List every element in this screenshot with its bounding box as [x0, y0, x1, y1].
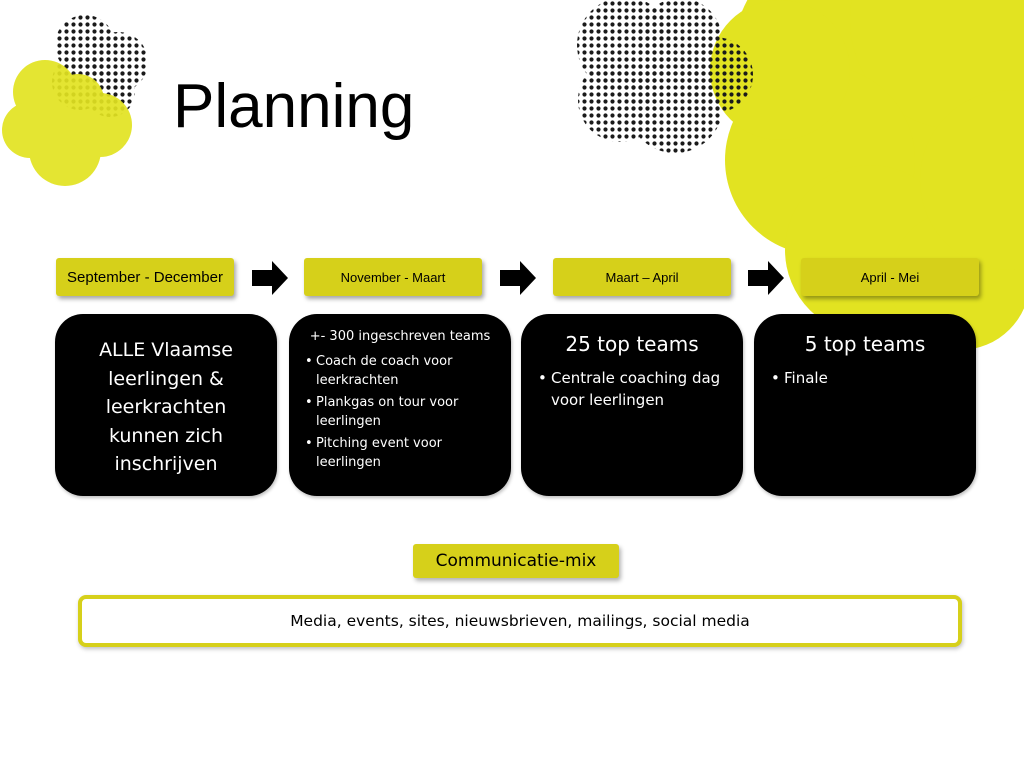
- list-item: • Pitching event voor leerlingen: [305, 436, 442, 470]
- communication-mix-label: Communicatie-mix: [413, 544, 619, 578]
- dotted-blob-right: [577, 0, 753, 153]
- list-item: • Plankgas on tour voor leerlingen: [305, 395, 459, 429]
- communication-channels-box: [78, 595, 962, 647]
- list-item: • Coach de coach voor leerkrachten: [305, 354, 453, 388]
- bullet-icon: •: [305, 436, 313, 451]
- list-item: • Finale: [771, 369, 828, 387]
- bullet-icon: •: [771, 369, 780, 387]
- communication-channels-text: Media, events, sites, nieuwsbrieven, mailings, social media: [290, 612, 750, 630]
- page-title: Planning: [173, 72, 415, 141]
- phase-card-2: [289, 314, 511, 496]
- phase-label-3: Maart – April: [553, 258, 731, 296]
- phase-card-4: [754, 314, 976, 496]
- bullet-icon: •: [305, 354, 313, 369]
- list-item: • Centrale coaching dag voor leerlingen: [538, 369, 721, 409]
- phase-label-4: April - Mei: [801, 258, 979, 296]
- card-heading: ALLE Vlaamse leerlingen & leerkrachten kunnen zich inschrijven: [99, 339, 233, 475]
- card-bullet-list: [521, 357, 743, 411]
- card-heading: +- 300 ingeschreven teams: [309, 329, 491, 344]
- card-heading: 5 top teams: [804, 332, 926, 356]
- right-arrow-icon: [746, 258, 786, 298]
- phase-card-1: [55, 314, 277, 496]
- phase-label-1: September - December: [56, 258, 234, 296]
- bullet-icon: •: [305, 395, 313, 410]
- card-bullet-list: [289, 346, 511, 472]
- card-bullet-list: [754, 357, 976, 389]
- phase-card-3: [521, 314, 743, 496]
- bullet-icon: •: [538, 369, 547, 387]
- card-heading: 25 top teams: [565, 332, 699, 356]
- right-arrow-icon: [250, 258, 290, 298]
- phase-label-2: November - Maart: [304, 258, 482, 296]
- right-arrow-icon: [498, 258, 538, 298]
